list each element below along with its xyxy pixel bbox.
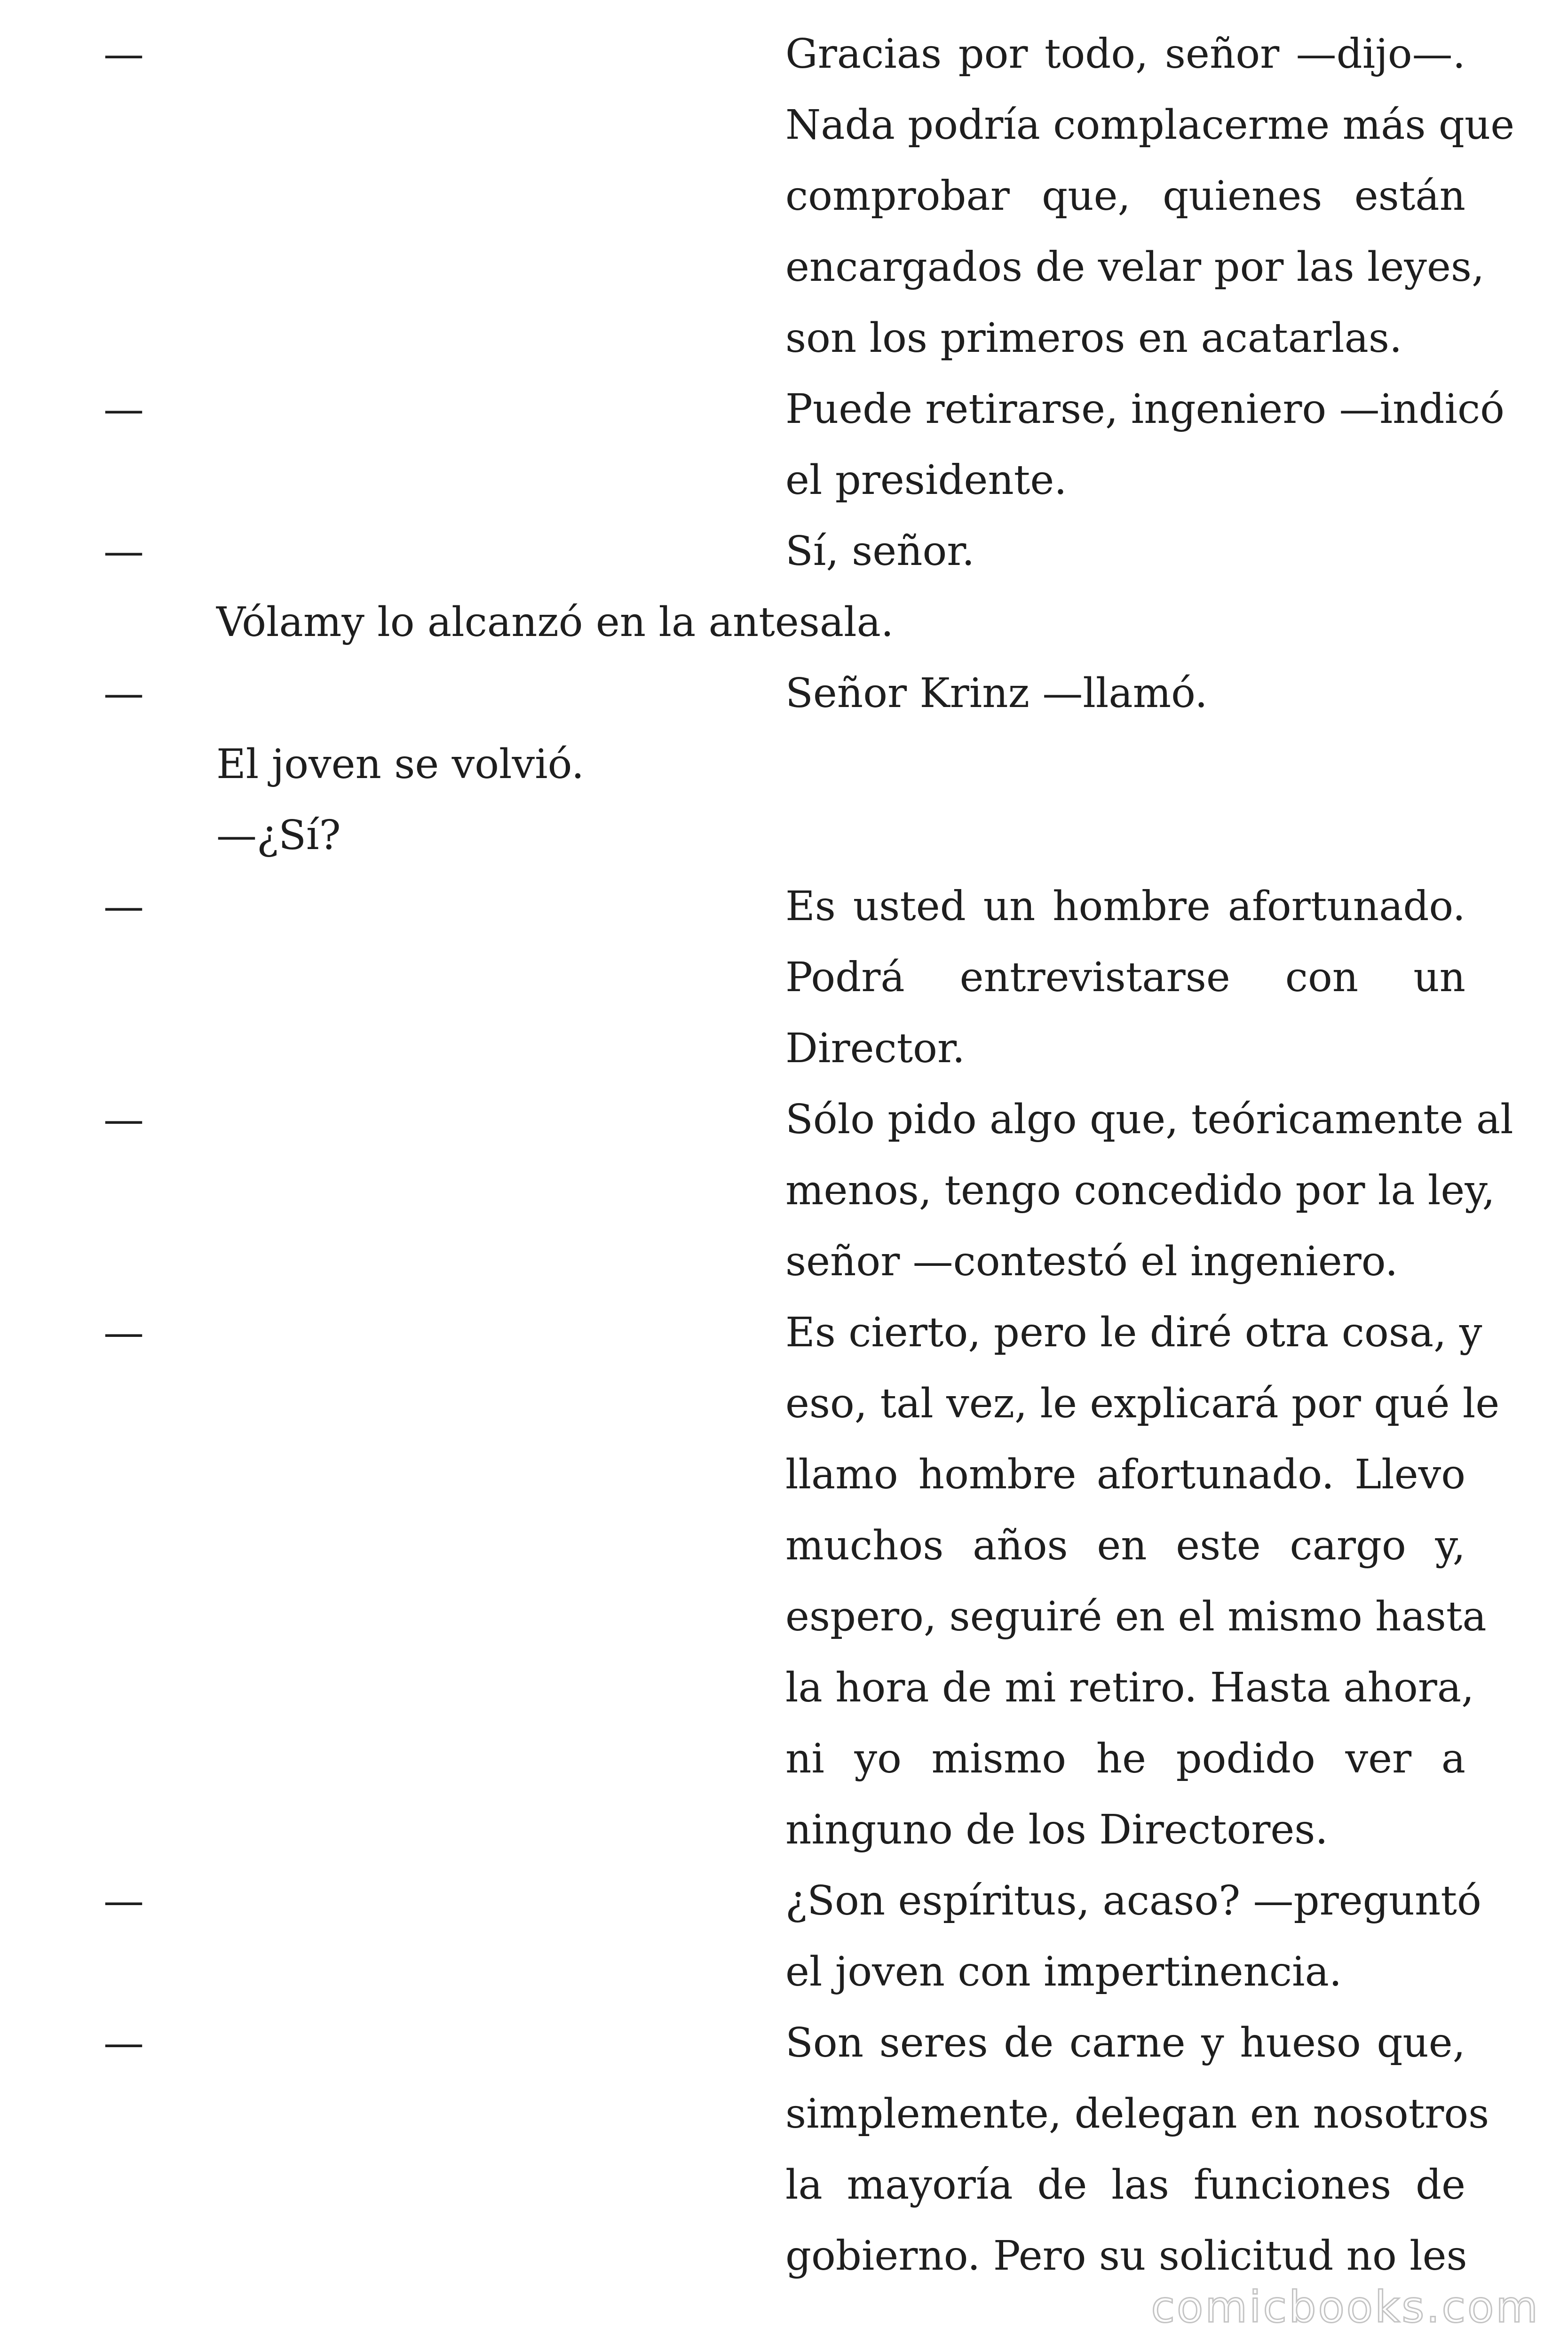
dialogue-dash: — — [103, 670, 144, 717]
dialogue-line: menos, tengo concedido por la ley, — [785, 1167, 1495, 1214]
dialogue-dash: — — [103, 31, 144, 78]
dialogue-line: ni yo mismo he podido ver a — [785, 1735, 1465, 1782]
dialogue-line: la hora de mi retiro. Hasta ahora, — [785, 1664, 1474, 1711]
dialogue-line: encargados de velar por las leyes, — [785, 244, 1485, 291]
dialogue-line: muchos años en este cargo y, — [785, 1522, 1465, 1569]
dialogue-line: gobierno. Pero su solicitud no les — [785, 2233, 1467, 2280]
dialogue-line: el presidente. — [785, 457, 1067, 504]
narration-line: El joven se volvió. — [216, 741, 585, 788]
dialogue-line: señor —contestó el ingeniero. — [785, 1238, 1398, 1285]
dialogue-line: Director. — [785, 1025, 965, 1072]
narration-line: —¿Sí? — [216, 812, 341, 859]
dialogue-line: Podrá entrevistarse con un — [785, 954, 1465, 1001]
narration-line: Vólamy lo alcanzó en la antesala. — [216, 599, 894, 646]
dialogue-line: Señor Krinz —llamó. — [785, 670, 1208, 717]
dialogue-dash: — — [103, 1096, 144, 1143]
dialogue-line: la mayoría de las funciones de — [785, 2161, 1465, 2209]
dialogue-line: Nada podría complacerme más que — [785, 102, 1515, 149]
dialogue-line: Es usted un hombre afortunado. — [785, 883, 1465, 930]
dialogue-line: eso, tal vez, le explicará por qué le — [785, 1380, 1500, 1427]
dialogue-line: llamo hombre afortunado. Llevo — [785, 1451, 1465, 1498]
dialogue-line: son los primeros en acatarlas. — [785, 315, 1402, 362]
dialogue-line: ninguno de los Directores. — [785, 1806, 1328, 1853]
dialogue-line: ¿Son espíritus, acaso? —preguntó — [785, 1877, 1481, 1924]
dialogue-dash: — — [103, 2019, 144, 2066]
dialogue-line: espero, seguiré en el mismo hasta — [785, 1593, 1487, 1640]
dialogue-line: comprobar que, quienes están — [785, 173, 1465, 220]
dialogue-dash: — — [103, 1877, 144, 1924]
dialogue-dash: — — [103, 528, 144, 575]
watermark: comicbooks.com — [1151, 2282, 1540, 2332]
dialogue-line: Puede retirarse, ingeniero —indicó — [785, 386, 1505, 433]
dialogue-dash: — — [103, 386, 144, 433]
dialogue-dash: — — [103, 1309, 144, 1356]
dialogue-line: Son seres de carne y hueso que, — [785, 2019, 1465, 2066]
dialogue-dash: — — [103, 883, 144, 930]
dialogue-line: Sí, señor. — [785, 528, 975, 575]
dialogue-line: Gracias por todo, señor —dijo—. — [785, 31, 1465, 78]
dialogue-line: Es cierto, pero le diré otra cosa, y — [785, 1309, 1482, 1356]
dialogue-line: simplemente, delegan en nosotros — [785, 2090, 1489, 2137]
dialogue-line: el joven con impertinencia. — [785, 1948, 1342, 1995]
dialogue-line: Sólo pido algo que, teóricamente al — [785, 1096, 1513, 1143]
